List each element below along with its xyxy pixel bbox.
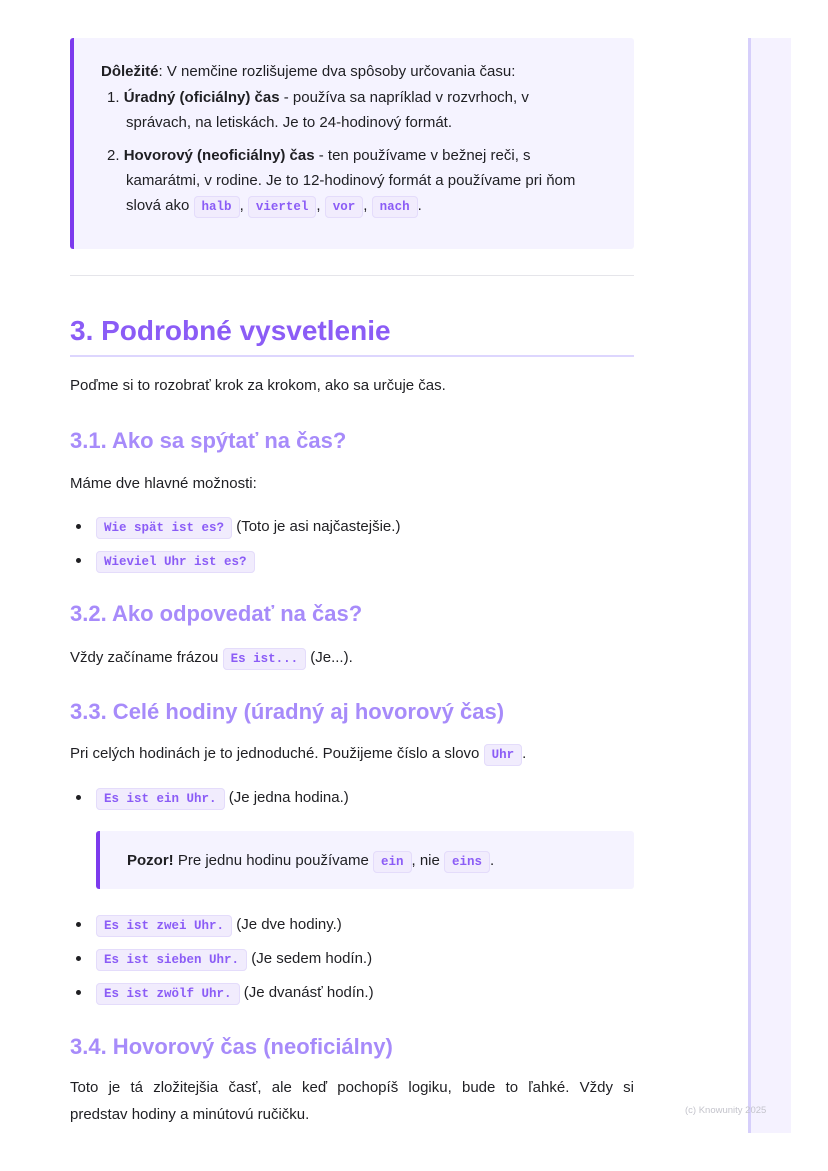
item-text: slová ako halb , viertel , vor , nach . [126,196,422,217]
subsection-heading: 3.4. Hovorový čas (neoficiálny) [70,1034,393,1059]
side-panel [748,38,791,1133]
item-term: Úradný (oficiálny) čas [123,89,280,106]
text: Pre jednu hodinu používame [173,852,373,869]
item-number: 1. [107,89,120,106]
list-item [107,146,531,166]
code-vor: vor [325,196,364,218]
code-eins: eins [444,851,490,873]
subsection-heading: 3.1. Ako sa spýtať na čas? [70,428,347,453]
item-text-prefix: slová ako [126,197,194,214]
list-item [96,949,372,970]
list-item [107,88,529,108]
copyright: (c) Knowunity 2025 [685,1105,767,1116]
code-halb: halb [194,196,240,218]
item-text: - ten používame v bežnej reči, s [314,147,531,164]
item-text: správach, na letiskách. Je to 24-hodinový formát. [126,114,453,131]
bullet [76,524,81,529]
warning-callout [96,831,634,889]
text: (Je...). [306,649,353,666]
bullet [76,922,81,927]
code-viertel: viertel [248,196,317,218]
text: . [522,745,527,762]
item-term: Hovorový (neoficiálny) čas [123,147,315,164]
callout-text [127,851,494,872]
code-phrase: Es ist sieben Uhr. [96,949,247,971]
code-phrase: Es ist zwölf Uhr. [96,983,240,1005]
bullet [76,956,81,961]
list-item [96,788,349,809]
item-text: (Je dve hodiny.) [232,916,342,933]
text: Pri celých hodinách je to jednoduché. Použijeme číslo a slovo [70,745,484,762]
callout-intro [101,62,515,82]
callout-label: Pozor! [127,852,174,869]
item-text: (Toto je asi najčastejšie.) [232,518,401,535]
item-number: 2. [107,147,120,164]
code-phrase: Uhr [484,744,523,766]
text: , nie [411,852,445,869]
item-text: (Je dvanásť hodín.) [239,984,374,1001]
paragraph: Poďme si to rozobrať krok za krokom, ako sa určuje čas. [70,377,446,394]
code-ein: ein [373,851,412,873]
item-text: - používa sa napríklad v rozvrhoch, v [279,89,529,106]
text: . [490,852,495,869]
paragraph [70,744,526,765]
divider [70,275,634,276]
paragraph: Máme dve hlavné možnosti: [70,475,257,492]
paragraph: Toto je tá zložitejšia časť, ale keď pochopíš logiku, bude to ľahké. Vždy si [70,1079,634,1096]
code-phrase: Wieviel Uhr ist es? [96,551,255,573]
list-item [96,983,374,1004]
list-item [96,517,400,538]
paragraph: predstav hodiny a minútovú ručičku. [70,1106,310,1123]
list-item [96,915,342,936]
paragraph [70,648,353,669]
subsection-heading: 3.3. Celé hodiny (úradný aj hovorový čas) [70,699,505,724]
item-text: (Je jedna hodina.) [224,789,349,806]
code-nach: nach [372,196,418,218]
code-phrase: Es ist zwei Uhr. [96,915,232,937]
subsection-heading: 3.2. Ako odpovedať na čas? [70,601,363,626]
code-phrase: Wie spät ist es? [96,517,232,539]
bullet [76,795,81,800]
code-phrase: Es ist ein Uhr. [96,788,225,810]
section-heading: 3. Podrobné vysvetlenie [70,315,391,346]
text: Vždy začíname frázou [70,649,223,666]
callout-intro-text: : V nemčine rozlišujeme dva spôsoby určovania času: [158,63,516,80]
callout-label: Dôležité [101,63,159,80]
heading-underline [70,355,634,357]
item-text: (Je sedem hodín.) [247,950,373,967]
code-phrase: Es ist... [223,648,307,670]
item-text: kamarátmi, v rodine. Je to 12-hodinový formát a používame pri ňom [126,172,576,189]
important-callout [70,38,634,249]
bullet [76,558,81,563]
list-item [96,551,255,572]
bullet [76,990,81,995]
